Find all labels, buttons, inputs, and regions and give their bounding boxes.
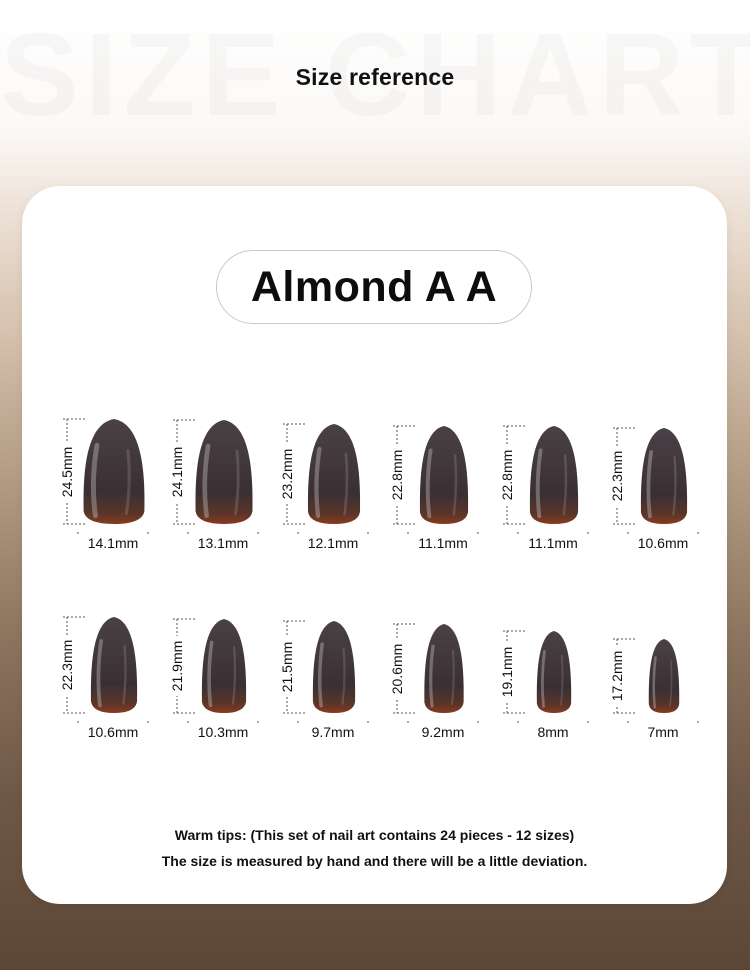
nail-width-label: 10.3mm bbox=[183, 724, 263, 740]
nail-length-label: 17.2mm bbox=[609, 646, 625, 706]
nail-item bbox=[279, 420, 392, 570]
nail-width-label: 10.6mm bbox=[73, 724, 153, 740]
nail-length-label: 21.5mm bbox=[279, 637, 295, 697]
nail-width-label: 7mm bbox=[623, 724, 703, 740]
nail-item bbox=[609, 635, 722, 759]
tips-line-2: The size is measured by hand and there will be a little deviation. bbox=[161, 853, 588, 869]
nail-length-label: 22.3mm bbox=[609, 446, 625, 506]
nail-width-label: 12.1mm bbox=[293, 535, 373, 551]
nail-length-label: 19.1mm bbox=[499, 642, 515, 702]
shape-label: Almond A A bbox=[216, 250, 532, 324]
nail-width-label: 14.1mm bbox=[73, 535, 153, 551]
nail-item bbox=[59, 415, 172, 570]
nail-length-label: 20.6mm bbox=[389, 639, 405, 699]
nail-length-label: 23.2mm bbox=[279, 444, 295, 504]
nail-length-label: 24.5mm bbox=[59, 442, 75, 502]
nail-item bbox=[499, 422, 612, 570]
nail-width-label: 11.1mm bbox=[513, 535, 593, 551]
nail-figure bbox=[612, 635, 722, 759]
nail-width-label: 9.2mm bbox=[403, 724, 483, 740]
nail-length-label: 22.8mm bbox=[389, 445, 405, 505]
nail-item bbox=[59, 613, 172, 759]
nail-item bbox=[169, 615, 282, 759]
nail-item bbox=[609, 424, 722, 570]
nail-width-label: 13.1mm bbox=[183, 535, 263, 551]
nail-item bbox=[389, 422, 502, 570]
nail-item bbox=[169, 416, 282, 570]
nail-item bbox=[279, 617, 392, 759]
nail-length-label: 24.1mm bbox=[169, 442, 185, 502]
nail-width-label: 10.6mm bbox=[623, 535, 703, 551]
nail-item bbox=[389, 620, 502, 759]
nail-length-label: 22.8mm bbox=[499, 445, 515, 505]
size-chart-card bbox=[22, 186, 727, 904]
nail-width-label: 8mm bbox=[513, 724, 593, 740]
nail-length-label: 21.9mm bbox=[169, 636, 185, 696]
tips-line-1: Warm tips: (This set of nail art contains 24 pieces - 12 sizes) bbox=[174, 827, 575, 843]
nail-width-label: 11.1mm bbox=[403, 535, 483, 551]
nail-length-label: 22.3mm bbox=[59, 635, 75, 695]
nail-size-grid bbox=[22, 186, 727, 904]
nail-item bbox=[499, 627, 612, 759]
warm-tips bbox=[22, 822, 727, 874]
nail-width-label: 9.7mm bbox=[293, 724, 373, 740]
page-title: Size reference bbox=[295, 64, 455, 90]
